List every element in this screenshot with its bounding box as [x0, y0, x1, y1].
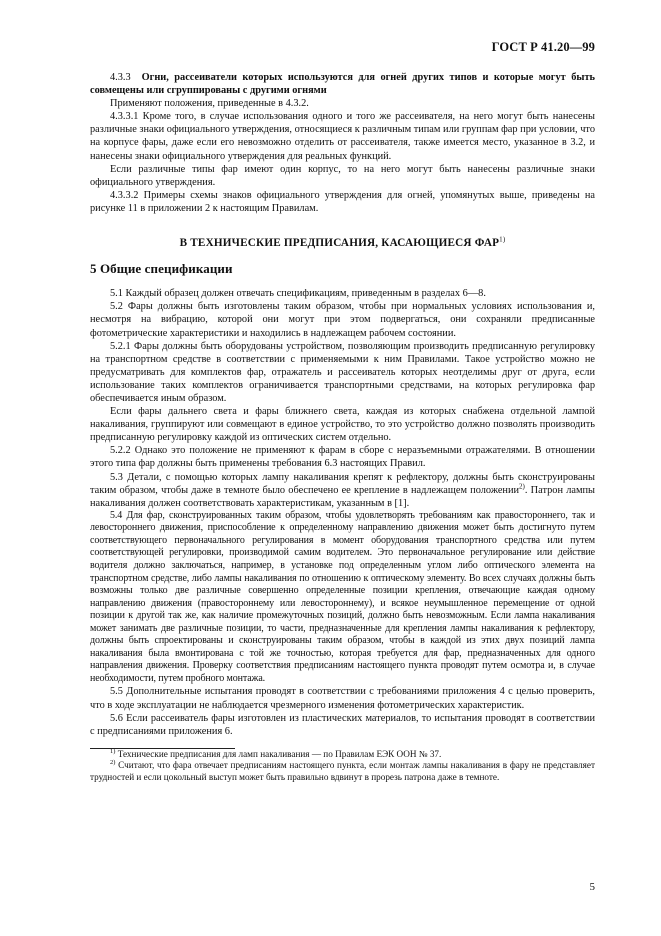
paragraph-5-3-text-a: 5.3 Детали, с помощью которых лампу накаливания крепят к рефлектору, должны быть сконструированы таким образом, чтобы даже в темноте было обеспечено ее крепление в надлежащем положении	[90, 471, 595, 496]
paragraph-4-3-3-2: 4.3.3.2 Примеры схемы знаков официального утверждения для огней, упомянутых выше, приведены на рисунке 11 в приложении 2 к настоящим Правилам.	[90, 189, 595, 214]
footnote-1-text: Технические предписания для ламп накаливания — по Правилам ЕЭК ООН № 37.	[115, 748, 442, 759]
footnote-ref-1: 1)	[499, 235, 506, 244]
paragraph-4-3-3	[90, 71, 595, 97]
section-b-title: В ТЕХНИЧЕСКИЕ ПРЕДПИСАНИЯ, КАСАЮЩИЕСЯ ФАР	[179, 237, 500, 250]
paragraph-5-2-2: 5.2.2 Однако это положение не применяют к фарам в сборе с неразъемными отражателями. В отношении этого типа фар должны быть применены требования 6.3 настоящих Правил.	[90, 445, 595, 470]
paragraph-separate-lamps: Если фары дальнего света и фары ближнего света, каждая из которых снабжена отдельной лампой накаливания, группируют или совмещают в единое устройство, то это устройство должно позволять производить предписанную регулировку каждой из оптических систем отдельно.	[90, 406, 595, 444]
paragraph-heading: Огни, рассеиватели которых используются для огней других типов и которые могут быть совмещены или сгруппированы с другими огнями	[90, 72, 595, 97]
paragraph-5-2: 5.2 Фары должны быть изготовлены таким образом, чтобы при нормальных условиях использования и, несмотря на вибрацию, которой они могут при этом подвергаться, они сохраняли предписанные фотометрические характеристики и находились в надлежащем рабочем состоянии.	[90, 301, 595, 339]
paragraph-different-types: Если различные типы фар имеют один корпус, то на него могут быть нанесены различные знаки официального утверждения.	[90, 163, 595, 188]
footnote-1-ref: 1)	[110, 747, 116, 755]
paragraph-5-3	[90, 471, 595, 510]
paragraph-5-5: 5.5 Дополнительные испытания проводят в соответствии с требованиями приложения 4 с целью проверить, что в ходе эксплуатации не наблюдается чрезмерного изменения фотометрических характеристик.	[90, 686, 595, 711]
paragraph-4-3-3-1: 4.3.3.1 Кроме того, в случае использования одного и того же рассеивателя, на него могут быть нанесены различные знаки официального утверждения, относящиеся к различным типам или группам фар при условии, что на корпусе фары, даже если его невозможно отделить от рассеивателя, также имеется место, указанное в 3.2, и нанесены знаки официального утверждения для реальных функций.	[90, 111, 595, 162]
document-body	[90, 71, 595, 783]
paragraph-5-6: 5.6 Если рассеиватель фары изготовлен из пластических материалов, то испытания проводят в соответствии с предписаниями приложения 6.	[90, 712, 595, 737]
document-header: ГОСТ Р 41.20—99	[491, 40, 595, 54]
footnote-2	[90, 760, 595, 783]
paragraph-5-2-1: 5.2.1 Фары должны быть оборудованы устройством, позволяющим производить предписанную регулировку на транспортном средстве в соответствии с применяемыми к ним Правилами. Такое устройство можно не предусматривать для комплектов фар, отражатель и рассеиватель которых неотделимы друг от друга, если использование таких комплектов ограничивается транспортными средствами, на которых регулировка фар обеспечивается иным образом.	[90, 340, 595, 404]
footnote-ref-2: 2)	[519, 482, 525, 491]
paragraph-5-4: 5.4 Для фар, сконструированных таким образом, чтобы удовлетворять требованиям как правостороннего, так и левостороннего движения, приспособление к определенному направлению движения может быть достигнуто путем соответствующего первоначального регулирования в момент оборудования транспортного средства или путем соответствующей регулировки, производимой самим водителем. Это первоначальное регулирование или действие водителя должно заключаться, например, в установке под определенным углом либо оптического элемента на транспортном средстве, либо лампы накаливания по отношению к оптическому элементу. Во всех случаях должны быть возможны только две различные совершенно определенные позиции крепления, отвечающие каждая одному направлению движения (правостороннему или левостороннему), и всякое неумышленное перемещение от одной позиции к другой так же, как наличие промежуточных позиций, должно быть невозможным. Если лампа накаливания может занимать две различные позиции, то части, предназначенные для крепления лампы накаливания к рефлектору, должны быть спроектированы и сконструированы таким образом, чтобы в каждой из этих двух позиций лампа накаливания была вмонтирована с той же точностью, которая требуется для фар, предназначенных для одного направления движения. Проверку соответствия предписаниям настоящего пункта проводят путем осмотра и, в случае необходимости, путем пробного монтажа.	[90, 509, 595, 684]
paragraph-number: 4.3.3	[110, 72, 131, 83]
section-b-heading	[90, 237, 595, 250]
footnote-2-text: Считают, что фара отвечает предписаниям настоящего пункта, если монтаж лампы накаливания в фару не представляет трудностей и если цокольный выступ может быть правильно вдвинут в прорезь патрона даже в темноте.	[90, 760, 595, 782]
footnote-1	[90, 749, 595, 761]
paragraph-apply: Применяют положения, приведенные в 4.3.2.	[110, 98, 309, 110]
page-number: 5	[589, 881, 595, 893]
section-5-heading: 5 Общие спецификации	[90, 261, 233, 277]
paragraph-5-1: 5.1 Каждый образец должен отвечать спецификациям, приведенным в разделах 6—8.	[110, 288, 486, 300]
paragraph-5-3-text-b: . Патрон лампы накаливания должен соответствовать характеристикам, указанным в [1].	[90, 484, 595, 509]
footnote-2-ref: 2)	[110, 759, 116, 767]
